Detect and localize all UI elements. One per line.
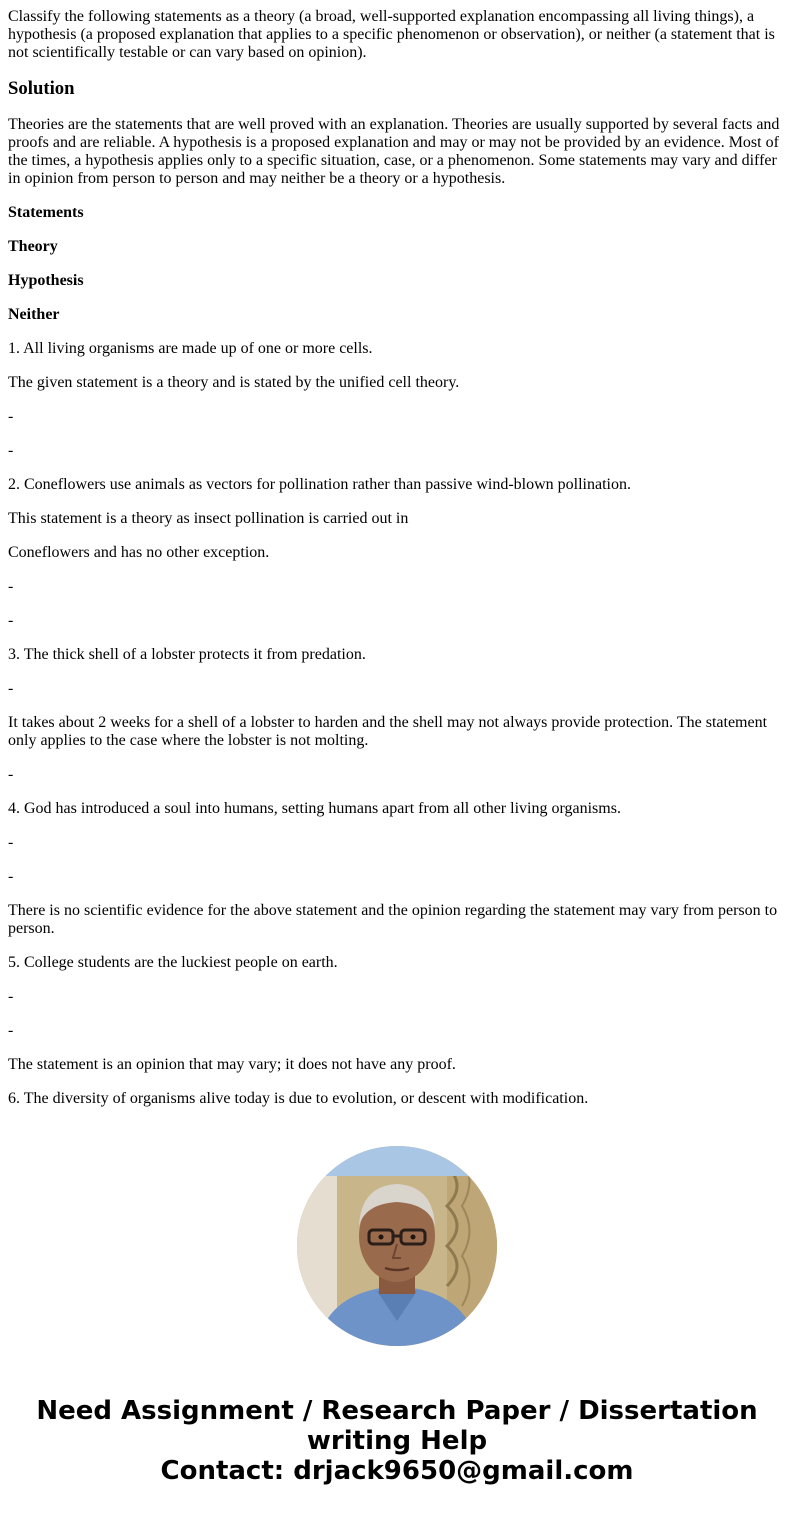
statement-4: 4. God has introduced a soul into humans, setting humans apart from all other living organisms. bbox=[8, 800, 621, 817]
avatar-portrait-icon bbox=[297, 1146, 497, 1346]
header-hypothesis: Hypothesis bbox=[8, 272, 84, 289]
statement-2: 2. Coneflowers use animals as vectors for pollination rather than passive wind-blown pollination. bbox=[8, 476, 631, 493]
solution-heading: Solution bbox=[8, 78, 75, 99]
statement-1: 1. All living organisms are made up of one or more cells. bbox=[8, 340, 373, 357]
statement-4-line: There is no scientific evidence for the above statement and the opinion regarding the statement may vary from person to person. bbox=[8, 902, 778, 937]
statement-4-line: - bbox=[8, 834, 14, 851]
footer-contact bbox=[0, 1396, 794, 1486]
header-statements: Statements bbox=[8, 204, 84, 221]
solution-explanation: Theories are the statements that are well proved with an explanation. Theories are usually supported by several facts and proofs and are reliable. A hypothesis is a proposed explanation and may or may not be provided by an evidence. Most of the times, a hypothesis applies only to a specific situation, case, or a phenomenon. Some statements may vary and differ in opinion from person to person and may neither be a theory or a hypothesis. bbox=[8, 116, 780, 187]
statement-5-line: - bbox=[8, 988, 14, 1005]
question-text: Classify the following statements as a theory (a broad, well-supported explanation encompassing all living things), a hypothesis (a proposed explanation that applies to a specific phenomenon or observation), or neither (a statement that is not scientifically testable or can vary based on opinion). bbox=[8, 8, 775, 61]
statement-2-line: - bbox=[8, 578, 14, 595]
avatar-container bbox=[0, 1146, 794, 1346]
statement-6: 6. The diversity of organisms alive today is due to evolution, or descent with modification. bbox=[8, 1090, 589, 1107]
statement-5-line: - bbox=[8, 1022, 14, 1039]
statement-5-line: The statement is an opinion that may vary; it does not have any proof. bbox=[8, 1056, 456, 1073]
footer-help-line: Need Assignment / Research Paper / Dissertation writing Help bbox=[36, 1396, 758, 1456]
statement-3-line: It takes about 2 weeks for a shell of a lobster to harden and the shell may not always provide protection. The statement only applies to the case where the lobster is not molting. bbox=[8, 714, 768, 749]
statement-4-line: - bbox=[8, 868, 14, 885]
statement-5: 5. College students are the luckiest people on earth. bbox=[8, 954, 338, 971]
statement-1-line: The given statement is a theory and is stated by the unified cell theory. bbox=[8, 374, 460, 391]
statement-2-line: - bbox=[8, 612, 14, 629]
statement-2-line: This statement is a theory as insect pollination is carried out in bbox=[8, 510, 409, 527]
statement-1-line: - bbox=[8, 442, 14, 459]
statement-2-line: Coneflowers and has no other exception. bbox=[8, 544, 270, 561]
header-theory: Theory bbox=[8, 238, 58, 255]
statement-3: 3. The thick shell of a lobster protects it from predation. bbox=[8, 646, 366, 663]
header-neither: Neither bbox=[8, 306, 60, 323]
author-avatar bbox=[297, 1146, 497, 1346]
statement-3-line: - bbox=[8, 680, 14, 697]
statement-1-line: - bbox=[8, 408, 14, 425]
footer-contact-line: Contact: drjack9650@gmail.com bbox=[160, 1456, 634, 1486]
statement-3-line: - bbox=[8, 766, 14, 783]
